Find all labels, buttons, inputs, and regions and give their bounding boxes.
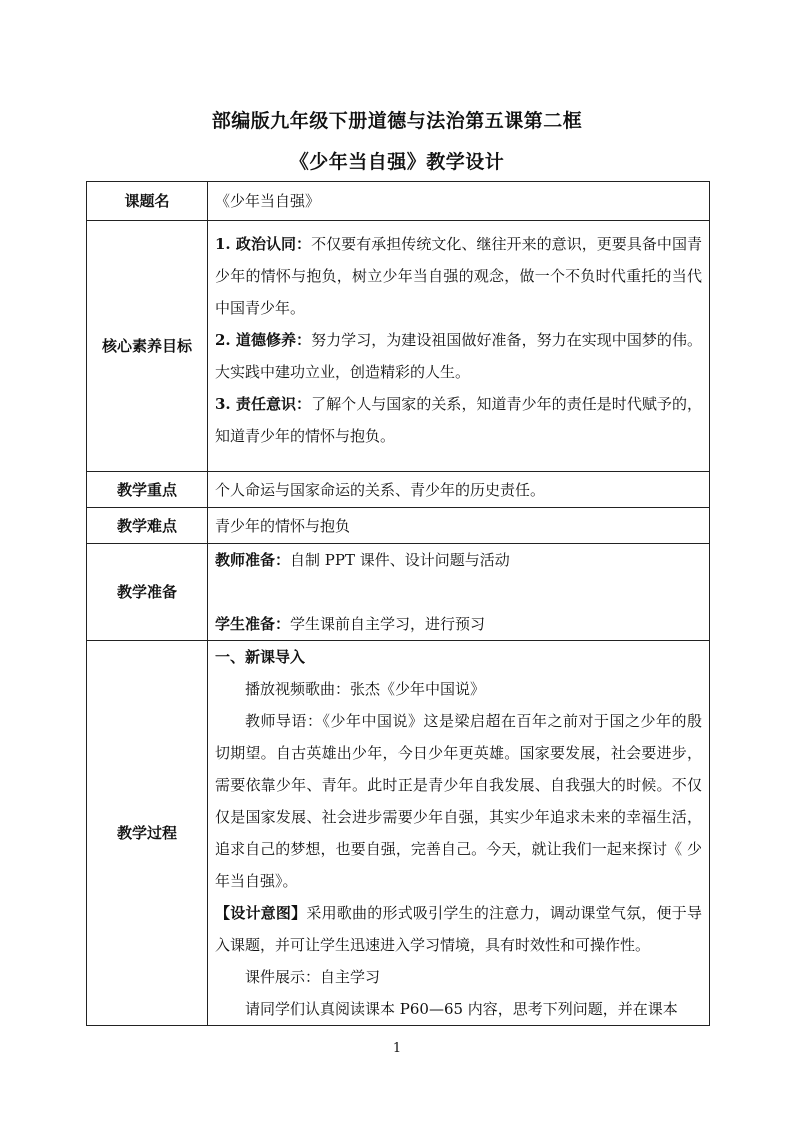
row-label-process: 教学过程	[87, 641, 208, 1026]
teacher-guide-paragraph: 教师导语：《少年中国说》这是梁启超在百年之前对于国之少年的殷切期望。自古英雄出少年，今日少年更英雄。国家要发展，社会要进步，需要依靠少年、青年。此时正是青少年自我发展、自我强大的时候。不仅仅是国家发展、社会进步需要少年自强，其实少年追求未来的幸福生活，追求自己的梦想，也要自强，完善自己。今天，就让我们一起来探讨《 少年当自强》。	[215, 712, 702, 890]
table-row-key-points	[87, 472, 710, 508]
table-row-process	[87, 641, 710, 1026]
section-heading: 一、新课导入	[215, 648, 306, 666]
video-line: 播放视频歌曲：张杰《少年中国说》	[245, 680, 486, 698]
row-label-topic: 课题名	[87, 182, 208, 221]
reading-instruction: 请同学们认真阅读课本 P60—65 内容，思考下列问题，并在课本	[245, 1000, 678, 1018]
row-label-preparation: 教学准备	[87, 544, 208, 641]
goals-cell	[208, 221, 710, 472]
table-row-difficulties	[87, 508, 710, 544]
row-label-difficulties: 教学难点	[87, 508, 208, 544]
teacher-preparation: 教师准备：自制 PPT 课件、设计问题与活动	[215, 551, 510, 569]
difficulties-value: 青少年的情怀与抱负	[208, 508, 710, 544]
document-title-line-1: 部编版九年级下册道德与法治第五课第二框	[211, 110, 583, 132]
table-row-preparation	[87, 544, 710, 641]
row-label-goals: 核心素养目标	[87, 221, 208, 472]
goal-item: 3. 责任意识：了解个人与国家的关系，知道青少年的责任是时代赋予的，知道青少年的情怀与抱负。	[215, 395, 702, 445]
row-label-key-points: 教学重点	[87, 472, 208, 508]
page-number: 1	[392, 1041, 402, 1056]
design-intent-paragraph: 【设计意图】采用歌曲的形式吸引学生的注意力，调动课堂气氛，便于导入课题，并可让学生迅速进入学习情境，具有时效性和可操作性。	[215, 904, 702, 954]
topic-value: 《少年当自强》	[208, 182, 710, 221]
document-title-line-2: 《少年当自强》教学设计	[289, 151, 505, 173]
goal-item: 2. 道德修养：努力学习，为建设祖国做好准备，努力在实现中国梦的伟。大实践中建功立业，创造精彩的人生。	[215, 331, 702, 381]
courseware-line: 课件展示：自主学习	[245, 968, 381, 986]
table-row-goals	[87, 221, 710, 472]
preparation-cell	[208, 544, 710, 641]
student-preparation: 学生准备：学生课前自主学习，进行预习	[215, 615, 486, 633]
lesson-plan-table	[86, 181, 710, 1026]
key-points-value: 个人命运与国家命运的关系、青少年的历史责任。	[208, 472, 710, 508]
table-row-topic	[87, 182, 710, 221]
goal-item: 1. 政治认同：不仅要有承担传统文化、继往开来的意识，更要具备中国青少年的情怀与抱负，树立少年当自强的观念，做一个不负时代重托的当代中国青少年。	[215, 235, 702, 317]
spacer	[215, 576, 702, 608]
process-cell	[208, 641, 710, 1026]
